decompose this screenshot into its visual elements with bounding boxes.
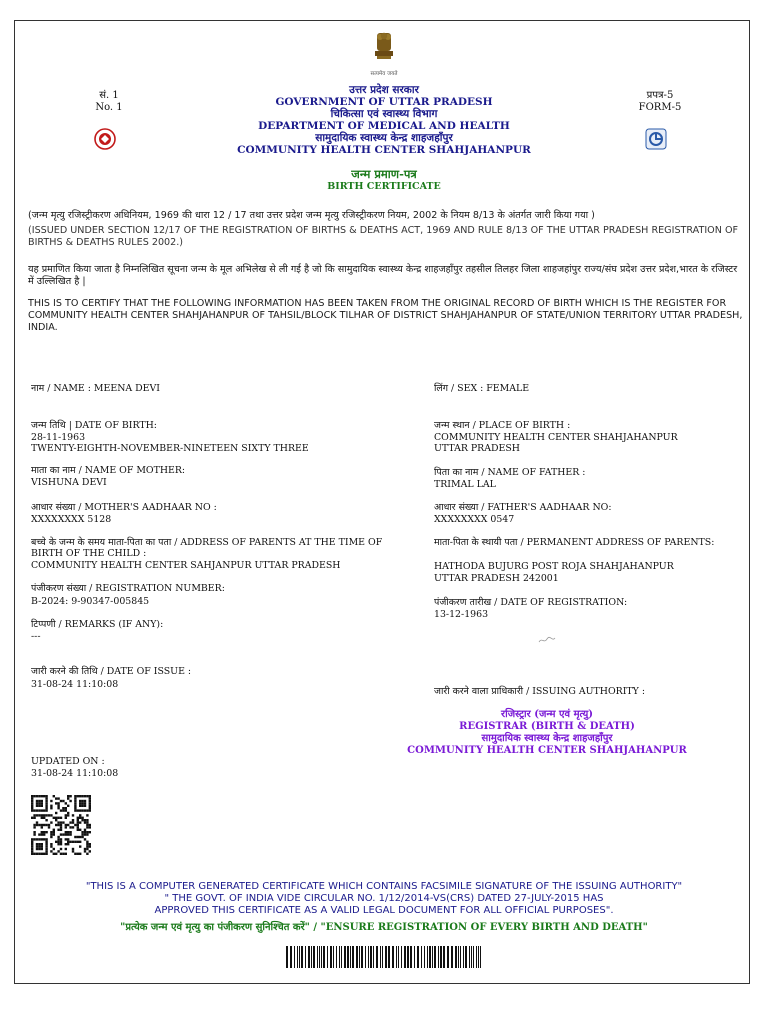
footer-line-2: " THE GOVT. OF INDIA VIDE CIRCULAR NO. 1/12/2014-VS(CRS) DATED 27-JULY-2015 HAS — [164, 893, 604, 904]
form-number — [630, 90, 690, 114]
registrar-title-hi: रजिस्ट्रार (जन्म एवं मृत्यु) — [501, 709, 593, 720]
center-name-en: COMMUNITY HEALTH CENTER SHAHJAHANPUR — [237, 144, 531, 156]
registration-number-value: B-2024: 9-90347-005845 — [31, 596, 150, 607]
barcode-icon — [286, 946, 482, 968]
dept-name-hi: चिकित्सा एवं स्वास्थ्य विभाग — [330, 108, 438, 120]
serial-number-en: No. 1 — [95, 102, 123, 113]
mother-name-label: माता का नाम / NAME OF MOTHER: — [31, 465, 186, 476]
registration-logo-icon — [645, 128, 667, 150]
registration-number-label: पंजीकरण संख्या / REGISTRATION NUMBER: — [31, 583, 225, 594]
title-en: BIRTH CERTIFICATE — [327, 181, 441, 192]
place-of-birth-value-2: UTTAR PRADESH — [434, 443, 520, 454]
address-at-birth-label: बच्चे के जन्म के समय माता-पिता का पता / ADDRESS OF PARENTS AT THE TIME OF BIRTH OF THE CHILD : — [31, 537, 383, 559]
qr-code-icon — [31, 795, 91, 855]
facsimile-signature — [538, 636, 556, 644]
address-at-birth-value: COMMUNITY HEALTH CENTER SAHJANPUR UTTAR PRADESH — [31, 560, 341, 571]
sex-label: लिंग / SEX : — [434, 383, 487, 394]
dob-value: 28-11-1963 — [31, 432, 86, 443]
form-number-en: FORM-5 — [638, 102, 682, 113]
date-of-registration-label: पंजीकरण तारीख / DATE OF REGISTRATION: — [434, 597, 628, 608]
sex-field — [434, 383, 529, 394]
state-emblem-icon — [368, 30, 400, 70]
footer-line-1: "THIS IS A COMPUTER GENERATED CERTIFICATE WHICH CONTAINS FACSIMILE SIGNATURE OF THE ISSUING AUTHORITY" — [85, 881, 683, 892]
name-label: नाम / NAME : — [31, 383, 94, 394]
issuing-authority-label: जारी करने वाला प्राधिकारी / ISSUING AUTHORITY : — [434, 686, 646, 697]
registrar-center-en: COMMUNITY HEALTH CENTER SHAHJAHANPUR — [407, 745, 687, 756]
dept-name-en: DEPARTMENT OF MEDICAL AND HEALTH — [258, 120, 510, 132]
name-value: MEENA DEVI — [93, 383, 160, 394]
dob-label: जन्म तिथि | DATE OF BIRTH: — [31, 420, 157, 431]
father-name-label: पिता का नाम / NAME OF FATHER : — [434, 467, 586, 478]
issued-under-en: (ISSUED UNDER SECTION 12/17 OF THE REGISTRATION OF BIRTHS & DEATHS ACT, 1969 AND RULE 8/13 OF THE UTTAR PRADESH REGISTRATION OF BIRTHS & DEATHS RULES 2002.) — [28, 225, 739, 248]
registration-slogan: "प्रत्येक जन्म एवं मृत्यु का पंजीकरण सुनिश्चित करें" / "ENSURE REGISTRATION OF EVERY BIRTH AND DEATH" — [120, 922, 648, 933]
certify-text-en: THIS IS TO CERTIFY THAT THE FOLLOWING INFORMATION HAS BEEN TAKEN FROM THE ORIGINAL RECORD OF BIRTH WHICH IS THE REGISTER FOR COMMUNITY HEALTH CENTER SHAHJAHANPUR OF TAHSIL/BLOCK TILHAR OF DISTRICT SHAHJAHANPUR OF STATE/UNION TERRITORY UTTAR PRADESH, INDIA. — [28, 298, 743, 333]
serial-number-hi: सं. 1 — [99, 90, 119, 101]
form-number-hi: प्रपत्र-5 — [646, 90, 674, 101]
dob-words: TWENTY-EIGHTH-NOVEMBER-NINETEEN SIXTY THREE — [31, 443, 309, 454]
issuing-authority-block — [382, 709, 712, 757]
permanent-address-value-2: UTTAR PRADESH 242001 — [434, 573, 559, 584]
mother-name-value: VISHUNA DEVI — [31, 477, 107, 488]
place-of-birth-label: जन्म स्थान / PLACE OF BIRTH : — [434, 420, 571, 431]
certificate-title — [184, 168, 584, 193]
permanent-address-value-1: HATHODA BUJURG POST ROJA SHAHJAHANPUR — [434, 561, 674, 572]
updated-on-value: 31-08-24 11:10:08 — [31, 768, 119, 779]
footer-notice — [40, 881, 728, 917]
govt-name-hi: उत्तर प्रदेश सरकार — [349, 84, 419, 96]
footer-line-3: APPROVED THIS CERTIFICATE AS A VALID LEGAL DOCUMENT FOR ALL OFFICIAL PURPOSES". — [154, 905, 614, 916]
date-of-issue-value: 31-08-24 11:10:08 — [31, 679, 119, 690]
serial-number — [84, 90, 134, 114]
govt-name-en: GOVERNMENT OF UTTAR PRADESH — [275, 96, 493, 108]
certify-text-hi: यह प्रमाणित किया जाता है निम्नलिखित सूचना जन्म के मूल अभिलेख से ली गई है जो कि सामुदायिक स्वास्थ्य केन्द्र शाहजहाँपुर तहसील तिलहर जिला शाहजहांपुर राज्य/संघ प्रदेश उत्तर प्रदेश,भारत के रजिस्टर में उल्लिखित है | — [28, 264, 738, 287]
date-of-registration-value: 13-12-1963 — [434, 609, 489, 620]
updated-on-label: UPDATED ON : — [31, 756, 105, 767]
sex-value: FEMALE — [486, 383, 530, 394]
father-aadhaar-value: XXXXXXXX 0547 — [434, 514, 515, 525]
emblem-motto: सत्यमेव जयते — [370, 71, 398, 77]
issued-under-hi: (जन्म मृत्यु रजिस्ट्रीकरण अधिनियम, 1969 की धारा 12 / 17 तथा उत्तर प्रदेश जन्म मृत्यु रजिस्ट्रीकरण नियम, 2002 के नियम 8/13 के अंतर्गत जारी किया गया ) — [28, 210, 595, 221]
date-of-issue-label: जारी करने की तिथि / DATE OF ISSUE : — [31, 666, 192, 677]
father-aadhaar-label: आधार संख्या / FATHER'S AADHAAR NO: — [434, 502, 612, 513]
remarks-label: टिप्पणी / REMARKS (IF ANY): — [31, 619, 164, 630]
remarks-value: --- — [31, 631, 41, 642]
title-hi: जन्म प्रमाण-पत्र — [351, 167, 417, 181]
up-government-logo-icon — [94, 128, 116, 150]
mother-aadhaar-value: XXXXXXXX 5128 — [31, 514, 112, 525]
place-of-birth-value-1: COMMUNITY HEALTH CENTER SHAHJAHANPUR — [434, 432, 678, 443]
father-name-value: TRIMAL LAL — [434, 479, 496, 490]
registrar-title-en: REGISTRAR (BIRTH & DEATH) — [459, 721, 635, 732]
permanent-address-label: माता-पिता के स्थायी पता / PERMANENT ADDRESS OF PARENTS: — [434, 537, 715, 548]
registrar-center-hi: सामुदायिक स्वास्थ्य केन्द्र शाहजहाँपुर — [481, 733, 613, 744]
center-name-hi: सामुदायिक स्वास्थ्य केन्द्र शाहजहाँपुर — [315, 132, 453, 144]
mother-aadhaar-label: आधार संख्या / MOTHER'S AADHAAR NO : — [31, 502, 217, 513]
name-field — [31, 383, 160, 394]
certificate-header — [184, 84, 584, 156]
